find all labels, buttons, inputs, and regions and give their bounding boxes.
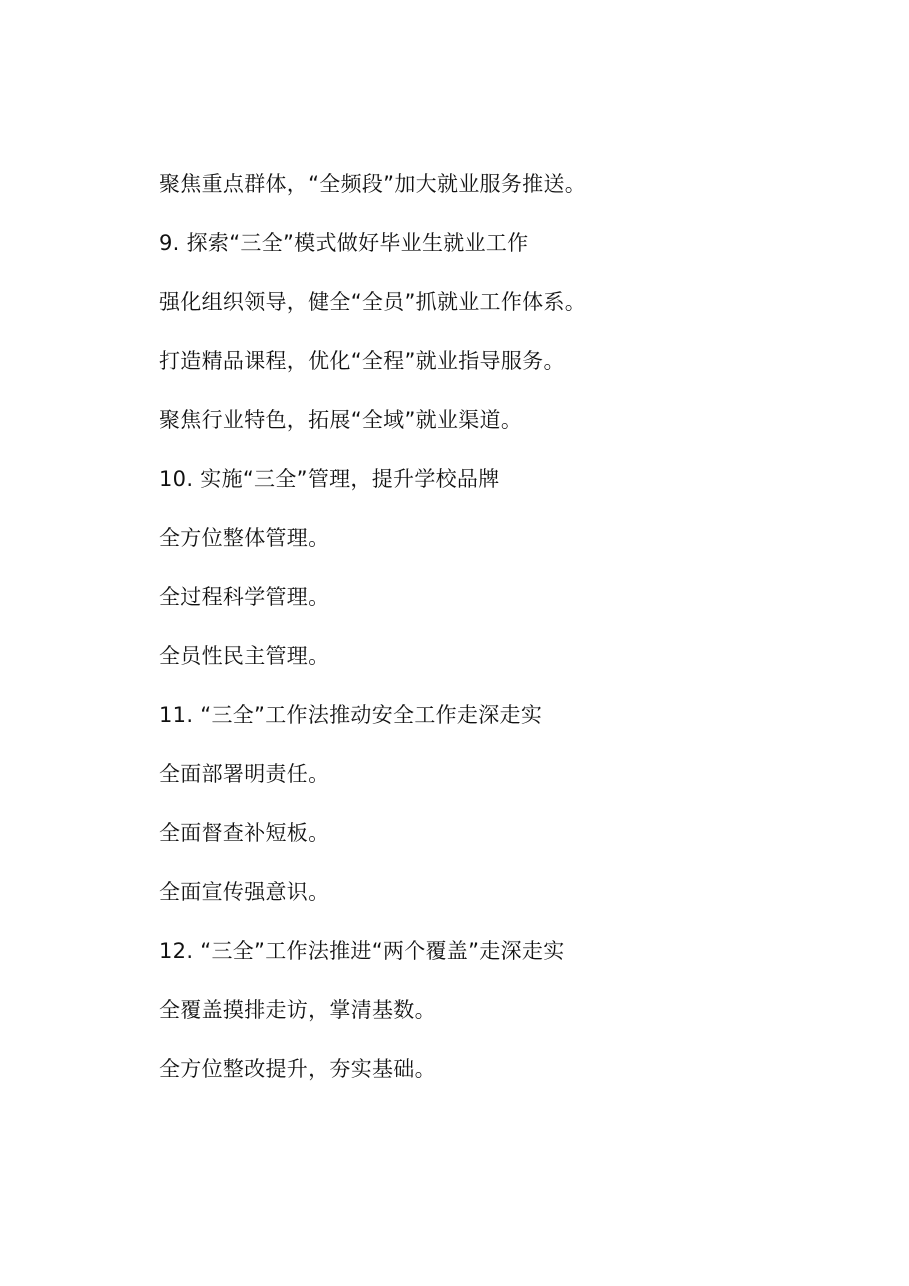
- paragraph-line: 全面部署明责任。: [159, 762, 330, 786]
- paragraph-line: 全员性民主管理。: [159, 644, 330, 668]
- document-body: [159, 164, 859, 1108]
- paragraph-line: 全面宣传强意识。: [159, 880, 330, 904]
- paragraph-line: 聚焦行业特色，拓展“全域”就业渠道。: [159, 408, 523, 432]
- paragraph-line: 全方位整改提升，夯实基础。: [159, 1057, 436, 1081]
- paragraph-line: 强化组织领导，健全“全员”抓就业工作体系。: [159, 290, 587, 314]
- paragraph-line: 全过程科学管理。: [159, 585, 330, 609]
- paragraph-line: 全面督查补短板。: [159, 821, 330, 845]
- section-heading-9: 9. 探索“三全”模式做好毕业生就业工作: [159, 231, 529, 255]
- section-heading-11: 11. “三全”工作法推动安全工作走深走实: [159, 703, 543, 727]
- paragraph-line: 全覆盖摸排走访，掌清基数。: [159, 998, 436, 1022]
- paragraph-line: 打造精品课程，优化“全程”就业指导服务。: [159, 349, 565, 373]
- paragraph-line: 全方位整体管理。: [159, 526, 330, 550]
- paragraph-line: 聚焦重点群体，“全频段”加大就业服务推送。: [159, 172, 587, 196]
- section-heading-12: 12. “三全”工作法推进“两个覆盖”走深走实: [159, 939, 565, 963]
- section-heading-10: 10. 实施“三全”管理，提升学校品牌: [159, 467, 500, 491]
